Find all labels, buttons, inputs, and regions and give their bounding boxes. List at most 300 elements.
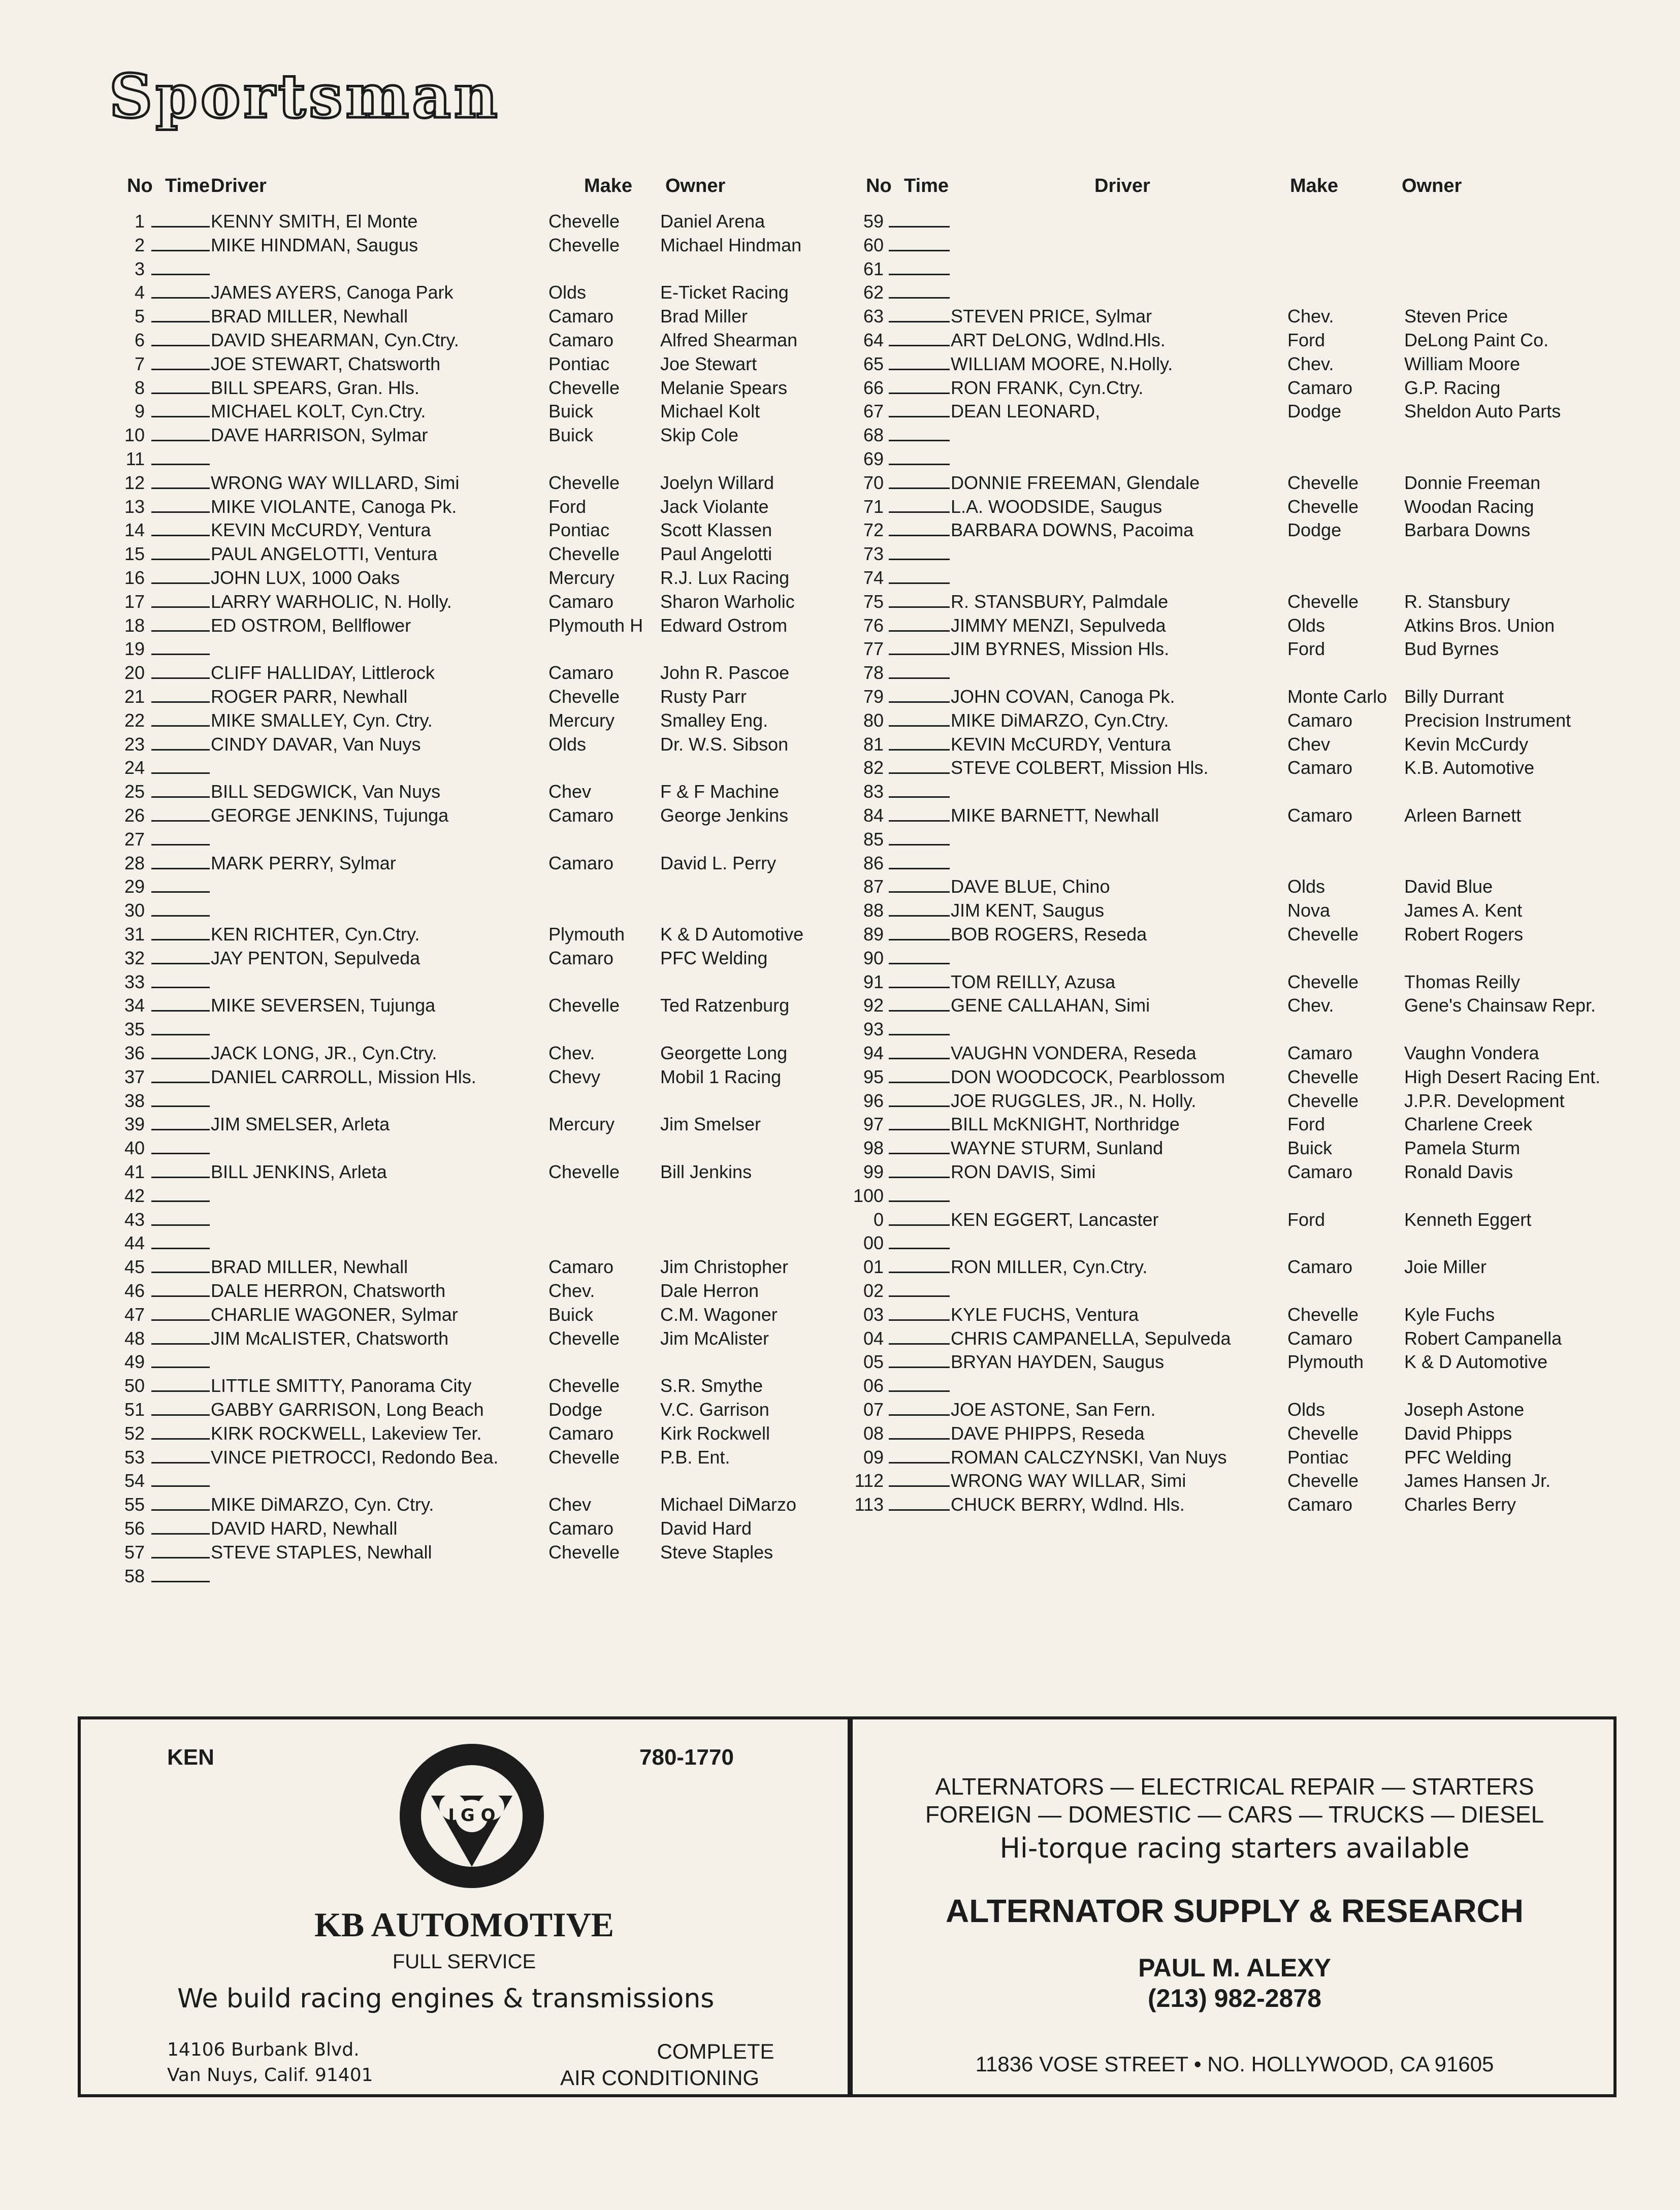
car-number: 45 — [124, 1256, 145, 1278]
car-owner: Edward Ostrom — [660, 614, 788, 636]
car-number: 62 — [863, 282, 884, 303]
entry-row — [91, 615, 833, 638]
time-blank — [151, 1470, 210, 1487]
car-make: Chev — [548, 781, 592, 802]
time-blank — [889, 805, 950, 822]
entry-row — [91, 853, 833, 876]
car-number: 36 — [124, 1043, 145, 1063]
entry-row — [91, 1161, 833, 1185]
car-number: 55 — [124, 1494, 145, 1515]
entry-row — [853, 1161, 1625, 1185]
time-blank — [151, 829, 210, 846]
driver-name: BILL SEDGWICK, Van Nuys — [211, 781, 441, 802]
car-owner: Billy Durrant — [1404, 686, 1504, 707]
car-owner: Kenneth Eggert — [1404, 1209, 1532, 1230]
entry-row — [853, 1185, 1625, 1209]
car-owner: G.P. Racing — [1404, 377, 1501, 398]
car-number: 26 — [124, 805, 145, 826]
car-number: 80 — [863, 709, 884, 731]
car-owner: V.C. Garrison — [660, 1399, 769, 1420]
car-number: 2 — [134, 234, 145, 255]
car-make: Ford — [1287, 330, 1326, 350]
car-owner: Joseph Astone — [1404, 1399, 1525, 1420]
entry-row — [853, 472, 1625, 496]
logo-letters: I G O — [448, 1805, 496, 1826]
driver-name: ROMAN CALCZYNSKI, Van Nuys — [951, 1446, 1227, 1468]
time-blank — [889, 638, 950, 655]
entry-row — [853, 1399, 1625, 1422]
time-blank — [151, 924, 210, 940]
time-blank — [151, 448, 210, 465]
driver-name: JAMES AYERS, Canoga Park — [211, 282, 454, 303]
time-blank — [889, 948, 950, 964]
entry-row — [853, 448, 1625, 472]
time-blank — [889, 1161, 950, 1178]
ad-kb-address2: Van Nuys, Calif. 91401 — [167, 2065, 373, 2086]
car-number: 16 — [124, 567, 145, 588]
entry-row — [853, 1280, 1625, 1304]
asc-logo-icon — [396, 1740, 548, 1892]
entry-row — [853, 1209, 1625, 1232]
car-make: Chev. — [1287, 995, 1334, 1016]
time-blank — [889, 425, 950, 441]
car-owner: K & D Automotive — [1404, 1351, 1548, 1373]
time-blank — [889, 1090, 950, 1107]
car-number: 04 — [863, 1327, 884, 1349]
entry-row — [853, 330, 1625, 353]
entry-row — [91, 1375, 833, 1399]
car-number: 66 — [863, 377, 884, 398]
car-owner: Barbara Downs — [1404, 519, 1531, 541]
driver-name: BARBARA DOWNS, Pacoima — [951, 519, 1194, 541]
car-make: Pontiac — [548, 353, 610, 374]
time-blank — [889, 519, 950, 536]
time-blank — [889, 900, 950, 917]
car-make: Chevelle — [548, 1446, 620, 1468]
car-number: 87 — [863, 876, 884, 897]
advertisement-box — [78, 1716, 1617, 2097]
driver-name: MIKE HINDMAN, Saugus — [211, 234, 418, 255]
entry-row — [853, 1019, 1625, 1042]
time-blank — [151, 401, 210, 417]
car-owner: Thomas Reilly — [1404, 971, 1521, 992]
time-blank — [889, 472, 950, 489]
time-blank — [889, 781, 950, 798]
time-blank — [889, 924, 950, 940]
car-make: Camaro — [1287, 709, 1353, 731]
ad-alt-phone: (213) 982-2878 — [1148, 1984, 1321, 2012]
header-driver: Driver — [1094, 175, 1150, 197]
driver-name: DALE HERRON, Chatsworth — [211, 1280, 446, 1301]
car-owner: Jack Violante — [660, 496, 769, 517]
page-title: Sportsman — [109, 61, 501, 132]
driver-name: MIKE BARNETT, Newhall — [951, 805, 1159, 826]
car-number: 27 — [124, 828, 145, 850]
time-blank — [151, 1209, 210, 1226]
car-make: Plymouth — [1287, 1351, 1364, 1373]
car-number: 47 — [124, 1304, 145, 1325]
driver-name: DAVID HARD, Newhall — [211, 1518, 398, 1539]
entry-row — [853, 1232, 1625, 1256]
ad-alt-name: ALTERNATOR SUPPLY & RESEARCH — [946, 1893, 1524, 1929]
header-owner: Owner — [665, 175, 726, 197]
entry-row — [91, 211, 833, 234]
car-number: 95 — [863, 1066, 884, 1087]
driver-name: STEVE COLBERT, Mission Hls. — [951, 757, 1209, 778]
car-number: 08 — [863, 1422, 884, 1444]
car-owner: C.M. Wagoner — [660, 1304, 778, 1325]
time-blank — [151, 900, 210, 917]
entry-row — [853, 615, 1625, 638]
car-make: Plymouth H — [548, 614, 643, 636]
time-blank — [889, 1232, 950, 1249]
car-number: 88 — [863, 900, 884, 921]
car-make: Ford — [1287, 1114, 1326, 1135]
entry-row — [91, 638, 833, 662]
car-make: Chevelle — [548, 1375, 620, 1396]
car-owner: David L. Perry — [660, 852, 777, 873]
driver-name: JIMMY MENZI, Sepulveda — [951, 614, 1166, 636]
entry-row — [91, 1518, 833, 1541]
car-number: 00 — [863, 1232, 884, 1254]
car-make: Ford — [548, 496, 587, 517]
entry-row — [91, 330, 833, 353]
car-number: 74 — [863, 567, 884, 588]
time-blank — [151, 425, 210, 441]
entry-row — [91, 1423, 833, 1446]
car-number: 11 — [125, 448, 145, 469]
entry-row — [853, 805, 1625, 828]
car-number: 8 — [134, 377, 145, 398]
time-blank — [151, 805, 210, 822]
entry-row — [853, 306, 1625, 329]
car-owner: Sheldon Auto Parts — [1404, 401, 1561, 422]
driver-name: LARRY WARHOLIC, N. Holly. — [211, 591, 452, 612]
car-make: Olds — [548, 282, 587, 303]
driver-name: BRYAN HAYDEN, Saugus — [951, 1351, 1165, 1373]
time-blank — [889, 235, 950, 251]
ad-alt-address: 11836 VOSE STREET • NO. HOLLYWOOD, CA 91605 — [975, 2052, 1494, 2076]
time-blank — [889, 330, 950, 346]
driver-name: RON MILLER, Cyn.Ctry. — [951, 1256, 1148, 1278]
driver-name: MIKE SMALLEY, Cyn. Ctry. — [211, 709, 433, 731]
entry-row — [853, 258, 1625, 282]
time-blank — [889, 829, 950, 846]
car-owner: David Phipps — [1404, 1422, 1512, 1444]
entry-row — [91, 1280, 833, 1304]
car-make: Camaro — [1287, 1327, 1353, 1349]
car-owner: Bill Jenkins — [660, 1161, 752, 1182]
car-number: 05 — [863, 1351, 884, 1373]
car-number: 28 — [124, 852, 145, 873]
car-owner: Kyle Fuchs — [1404, 1304, 1495, 1325]
car-make: Camaro — [548, 591, 614, 612]
car-number: 58 — [124, 1565, 145, 1586]
entry-row — [853, 1066, 1625, 1090]
driver-name: VAUGHN VONDERA, Reseda — [951, 1043, 1197, 1063]
time-blank — [151, 1375, 210, 1392]
time-blank — [151, 1138, 210, 1154]
car-make: Mercury — [548, 567, 615, 588]
entry-row — [91, 995, 833, 1018]
time-blank — [151, 1566, 210, 1582]
entry-row — [853, 948, 1625, 971]
car-number: 73 — [863, 543, 884, 565]
time-blank — [151, 710, 210, 727]
car-number: 51 — [124, 1399, 145, 1420]
time-blank — [151, 638, 210, 655]
car-number: 77 — [863, 638, 884, 660]
driver-name: ED OSTROM, Bellflower — [211, 614, 411, 636]
car-number: 35 — [124, 1019, 145, 1040]
car-owner: Vaughn Vondera — [1404, 1043, 1539, 1063]
entry-row — [853, 757, 1625, 781]
car-owner: Dr. W.S. Sibson — [660, 733, 789, 755]
car-owner: Woodan Racing — [1404, 496, 1534, 517]
car-number: 93 — [863, 1019, 884, 1040]
car-make: Chevelle — [1287, 1470, 1359, 1491]
car-owner: David Hard — [660, 1518, 752, 1539]
time-blank — [151, 282, 210, 299]
entry-row — [853, 1494, 1625, 1517]
entry-row — [91, 425, 833, 448]
car-make: Chevelle — [1287, 1422, 1359, 1444]
car-make: Chevelle — [1287, 1066, 1359, 1087]
entry-row — [853, 1423, 1625, 1446]
car-number: 96 — [863, 1090, 884, 1111]
time-blank — [889, 1423, 950, 1440]
car-owner: Melanie Spears — [660, 377, 788, 398]
entry-row — [853, 1090, 1625, 1114]
car-number: 12 — [124, 472, 145, 493]
car-make: Dodge — [1287, 519, 1342, 541]
car-number: 83 — [863, 781, 884, 802]
car-number: 81 — [863, 733, 884, 755]
car-number: 9 — [134, 401, 145, 422]
time-blank — [889, 258, 950, 275]
car-number: 63 — [863, 306, 884, 327]
car-number: 64 — [863, 330, 884, 350]
entry-row — [91, 734, 833, 757]
driver-name: JOHN COVAN, Canoga Pk. — [951, 686, 1175, 707]
car-number: 72 — [863, 519, 884, 541]
car-owner: Kirk Rockwell — [660, 1422, 770, 1444]
car-make: Ford — [1287, 1209, 1326, 1230]
car-number: 99 — [863, 1161, 884, 1182]
car-make: Chevelle — [1287, 496, 1359, 517]
entry-row — [853, 543, 1625, 567]
header-no: No — [127, 175, 153, 197]
entry-row — [91, 1304, 833, 1327]
car-owner: Charlene Creek — [1404, 1114, 1533, 1135]
car-owner: John R. Pascoe — [660, 662, 790, 684]
time-blank — [889, 1185, 950, 1202]
driver-name: CHRIS CAMPANELLA, Sepulveda — [951, 1327, 1231, 1349]
time-blank — [889, 1399, 950, 1416]
car-number: 23 — [124, 733, 145, 755]
car-number: 69 — [863, 448, 884, 469]
time-blank — [889, 448, 950, 465]
driver-name: KEN EGGERT, Lancaster — [951, 1209, 1159, 1230]
car-number: 82 — [863, 757, 884, 778]
driver-name: KEVIN McCURDY, Ventura — [951, 733, 1171, 755]
time-blank — [889, 1019, 950, 1035]
entry-row — [91, 1090, 833, 1114]
entry-row — [853, 734, 1625, 757]
car-owner: Robert Rogers — [1404, 924, 1524, 945]
car-owner: K & D Automotive — [660, 924, 804, 945]
car-make: Chev. — [1287, 353, 1334, 374]
time-blank — [889, 543, 950, 560]
entry-row — [91, 472, 833, 496]
car-make: Camaro — [1287, 377, 1353, 398]
entry-row — [853, 591, 1625, 614]
car-number: 30 — [124, 900, 145, 921]
driver-name: JIM McALISTER, Chatsworth — [211, 1327, 449, 1349]
time-blank — [151, 1232, 210, 1249]
ad-alt-line2: FOREIGN — DOMESTIC — CARS — TRUCKS — DIESEL — [925, 1801, 1544, 1828]
time-blank — [151, 258, 210, 275]
entry-row — [853, 853, 1625, 876]
car-number: 6 — [134, 330, 145, 350]
time-blank — [889, 1328, 950, 1345]
car-owner: J.P.R. Development — [1404, 1090, 1565, 1111]
time-blank — [889, 615, 950, 632]
time-blank — [151, 1542, 210, 1558]
car-owner: R.J. Lux Racing — [660, 567, 790, 588]
car-number: 89 — [863, 924, 884, 945]
entry-row — [853, 1447, 1625, 1470]
car-number: 53 — [124, 1446, 145, 1468]
car-owner: Georgette Long — [660, 1043, 788, 1063]
ad-kb-address1: 14106 Burbank Blvd. — [167, 2039, 360, 2060]
time-blank — [151, 1494, 210, 1511]
time-blank — [889, 662, 950, 679]
car-number: 13 — [124, 496, 145, 517]
car-number: 14 — [124, 519, 145, 541]
entry-row — [91, 377, 833, 401]
car-number: 100 — [853, 1185, 884, 1206]
entry-row — [853, 401, 1625, 424]
car-number: 1 — [134, 211, 145, 232]
time-blank — [151, 686, 210, 703]
time-blank — [151, 853, 210, 869]
ad-alt-line3: Hi-torque racing starters available — [999, 1832, 1470, 1864]
car-make: Buick — [548, 425, 594, 446]
car-number: 48 — [124, 1327, 145, 1349]
header-make: Make — [1290, 175, 1339, 197]
driver-name: LITTLE SMITTY, Panorama City — [211, 1375, 472, 1396]
car-owner: E-Ticket Racing — [660, 282, 789, 303]
time-blank — [151, 781, 210, 798]
time-blank — [889, 1280, 950, 1297]
time-blank — [151, 543, 210, 560]
car-make: Dodge — [548, 1399, 603, 1420]
time-blank — [889, 591, 950, 608]
time-blank — [151, 1328, 210, 1345]
time-blank — [889, 1470, 950, 1487]
car-number: 75 — [863, 591, 884, 612]
car-make: Dodge — [1287, 401, 1342, 422]
entry-row — [853, 781, 1625, 804]
car-number: 4 — [134, 282, 145, 303]
car-owner: William Moore — [1404, 353, 1521, 374]
car-number: 50 — [124, 1375, 145, 1396]
time-blank — [151, 472, 210, 489]
time-blank — [889, 496, 950, 513]
car-number: 56 — [124, 1518, 145, 1539]
car-number: 02 — [863, 1280, 884, 1301]
entry-row — [91, 282, 833, 305]
car-number: 46 — [124, 1280, 145, 1301]
driver-name: WILLIAM MOORE, N.Holly. — [951, 353, 1173, 374]
car-owner: S.R. Smythe — [660, 1375, 763, 1396]
time-blank — [889, 876, 950, 893]
time-blank — [889, 1043, 950, 1059]
car-make: Chevelle — [1287, 472, 1359, 493]
car-number: 07 — [863, 1399, 884, 1420]
header-owner: Owner — [1402, 175, 1462, 197]
time-blank — [151, 353, 210, 370]
entry-row — [853, 1138, 1625, 1161]
car-number: 29 — [124, 876, 145, 897]
header-driver: Driver — [211, 175, 267, 197]
entry-row — [91, 448, 833, 472]
time-blank — [151, 1423, 210, 1440]
driver-name: KENNY SMITH, El Monte — [211, 211, 418, 232]
time-blank — [151, 330, 210, 346]
car-make: Camaro — [548, 306, 614, 327]
driver-name: JIM BYRNES, Mission Hls. — [951, 638, 1170, 660]
time-blank — [889, 211, 950, 228]
driver-name: DONNIE FREEMAN, Glendale — [951, 472, 1200, 493]
driver-name: MIKE VIOLANTE, Canoga Pk. — [211, 496, 457, 517]
driver-name: BRAD MILLER, Newhall — [211, 1256, 408, 1278]
header-no: No — [866, 175, 892, 197]
entry-row — [91, 1494, 833, 1517]
time-blank — [889, 1375, 950, 1392]
car-owner: Rusty Parr — [660, 686, 747, 707]
car-make: Buick — [548, 401, 594, 422]
entry-row — [91, 805, 833, 828]
car-owner: DeLong Paint Co. — [1404, 330, 1549, 350]
car-owner: K.B. Automotive — [1404, 757, 1535, 778]
car-number: 79 — [863, 686, 884, 707]
car-number: 71 — [863, 496, 884, 517]
entry-row — [853, 1470, 1625, 1493]
driver-name: RON DAVIS, Simi — [951, 1161, 1096, 1182]
entry-row — [91, 519, 833, 543]
entry-row — [91, 1470, 833, 1493]
entry-row — [853, 1328, 1625, 1351]
driver-name: MIKE SEVERSEN, Tujunga — [211, 995, 436, 1016]
driver-name: STEVE STAPLES, Newhall — [211, 1541, 432, 1563]
car-number: 17 — [124, 591, 145, 612]
car-owner: Ronald Davis — [1404, 1161, 1513, 1182]
time-blank — [889, 853, 950, 869]
car-make: Chevelle — [1287, 1304, 1359, 1325]
ad-kb-name: KB AUTOMOTIVE — [314, 1905, 615, 1944]
driver-name: BILL SPEARS, Gran. Hls. — [211, 377, 419, 398]
entry-row — [853, 1304, 1625, 1327]
time-blank — [889, 306, 950, 322]
car-make: Camaro — [548, 662, 614, 684]
driver-name: GENE CALLAHAN, Simi — [951, 995, 1150, 1016]
car-number: 39 — [124, 1114, 145, 1135]
car-owner: PFC Welding — [1404, 1446, 1512, 1468]
car-number: 113 — [854, 1494, 884, 1515]
time-blank — [889, 1209, 950, 1226]
